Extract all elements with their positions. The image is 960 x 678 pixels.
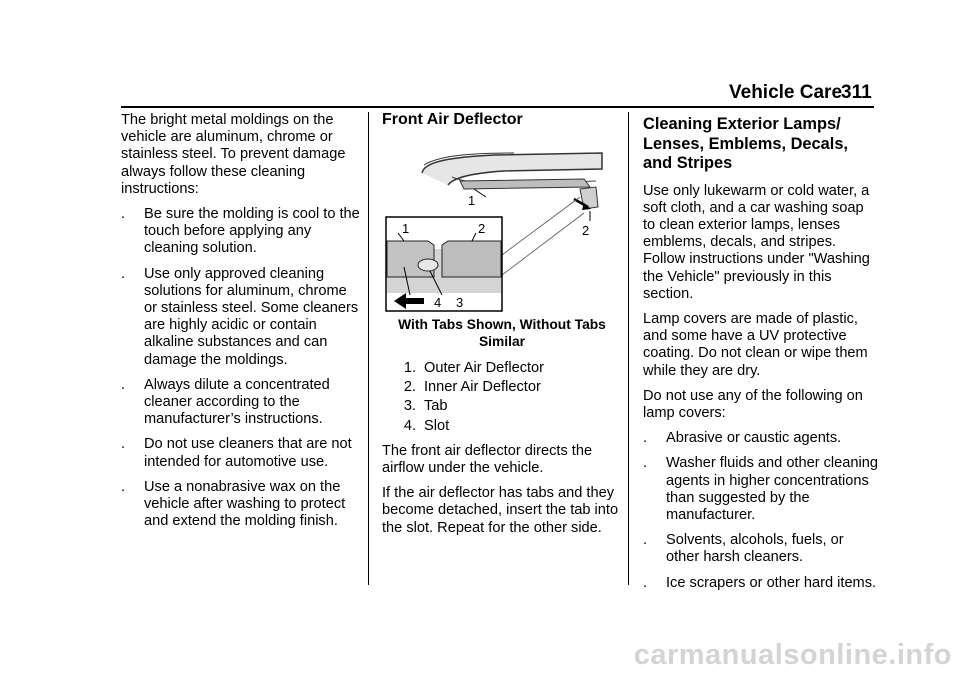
bullet-marker: . bbox=[643, 430, 648, 447]
list-item: . Always dilute a concentrated cleaner according to the manufacturer’s instructions. bbox=[121, 376, 330, 428]
figure-label: 4 bbox=[434, 295, 442, 310]
paragraph: Lamp covers are made of plastic, and some have a UV protective coating. Do not clean or wipe them while they are dry. bbox=[643, 310, 868, 379]
list-item: . Do not use cleaners that are not intended for automotive use. bbox=[121, 436, 352, 470]
figure-label: 3 bbox=[456, 295, 464, 310]
list-item: . Washer fluids and other cleaning agents in higher concentrations than suggested by the manufacturer. bbox=[643, 455, 879, 523]
column-left bbox=[121, 112, 361, 538]
column-divider-2 bbox=[628, 112, 629, 585]
section-heading: Cleaning Exterior Lamps/ Lenses, Emblems, Decals, and Stripes bbox=[643, 115, 848, 172]
section-title: Vehicle Care bbox=[729, 82, 843, 103]
paragraph: Do not use any of the following on lamp covers: bbox=[643, 387, 863, 421]
bullet-marker: . bbox=[643, 574, 648, 591]
page-number: 311 bbox=[841, 82, 872, 103]
watermark: carmanualsonline.info bbox=[633, 639, 952, 671]
bullet-marker: . bbox=[121, 478, 126, 495]
figure-label: 2 bbox=[582, 223, 590, 238]
intro-paragraph: The bright metal moldings on the vehicle are aluminum, chrome or stainless steel. To prevent damage always follow these cleaning instructions: bbox=[121, 112, 346, 197]
column-divider-1 bbox=[368, 112, 369, 585]
figure-label: 2 bbox=[478, 221, 486, 236]
air-deflector-illustration bbox=[384, 137, 606, 313]
paragraph: If the air deflector has tabs and they become detached, insert the tab into the slot. Repeat for the other side. bbox=[382, 485, 619, 536]
list-item: 2. Inner Air Deflector bbox=[403, 379, 541, 396]
list-item: . Use only approved cleaning solutions for aluminum, chrome or stainless steel. Some cleaners are highly acidic or contain alkaline substances and can damage the moldings. bbox=[121, 265, 359, 368]
paragraph: The front air deflector directs the airflow under the vehicle. bbox=[382, 442, 593, 477]
list-item: . Abrasive or caustic agents. bbox=[643, 430, 842, 447]
bullet-marker: . bbox=[121, 265, 126, 282]
section-heading: Front Air Deflector bbox=[382, 111, 523, 128]
figure-caption: With Tabs Shown, Without Tabs Similar bbox=[398, 317, 606, 349]
callout-list bbox=[382, 360, 622, 435]
list-item: . Be sure the molding is cool to the touch before applying any cleaning solution. bbox=[121, 206, 360, 257]
header-rule bbox=[121, 106, 874, 108]
bullet-marker: . bbox=[121, 376, 126, 393]
list-item: 1. Outer Air Deflector bbox=[403, 360, 545, 376]
figure-label: 1 bbox=[468, 193, 476, 208]
list-item: . Ice scrapers or other hard items. bbox=[643, 574, 877, 591]
column-middle bbox=[382, 112, 622, 545]
air-deflector-figure bbox=[384, 137, 606, 313]
figure-label: 1 bbox=[402, 221, 410, 236]
column-right bbox=[643, 112, 879, 600]
bullet-marker: . bbox=[643, 455, 648, 472]
paragraph: Use only lukewarm or cold water, a soft cloth, and a car washing soap to clean exterior lamps, lenses emblems, decals, and stripes. Follow instructions under "Washing the Vehicle" previously in this section. bbox=[643, 182, 870, 302]
bullet-marker: . bbox=[121, 436, 126, 453]
list-item: . Use a nonabrasive wax on the vehicle after washing to protect and extend the molding finish. bbox=[121, 478, 346, 530]
list-item: . Solvents, alcohols, fuels, or other harsh cleaners. bbox=[643, 532, 844, 566]
bullet-marker: . bbox=[121, 206, 126, 223]
bullet-marker: . bbox=[643, 532, 648, 549]
page-header bbox=[0, 0, 960, 110]
list-item: 4. Slot bbox=[403, 417, 450, 434]
list-item: 3. Tab bbox=[403, 398, 448, 415]
